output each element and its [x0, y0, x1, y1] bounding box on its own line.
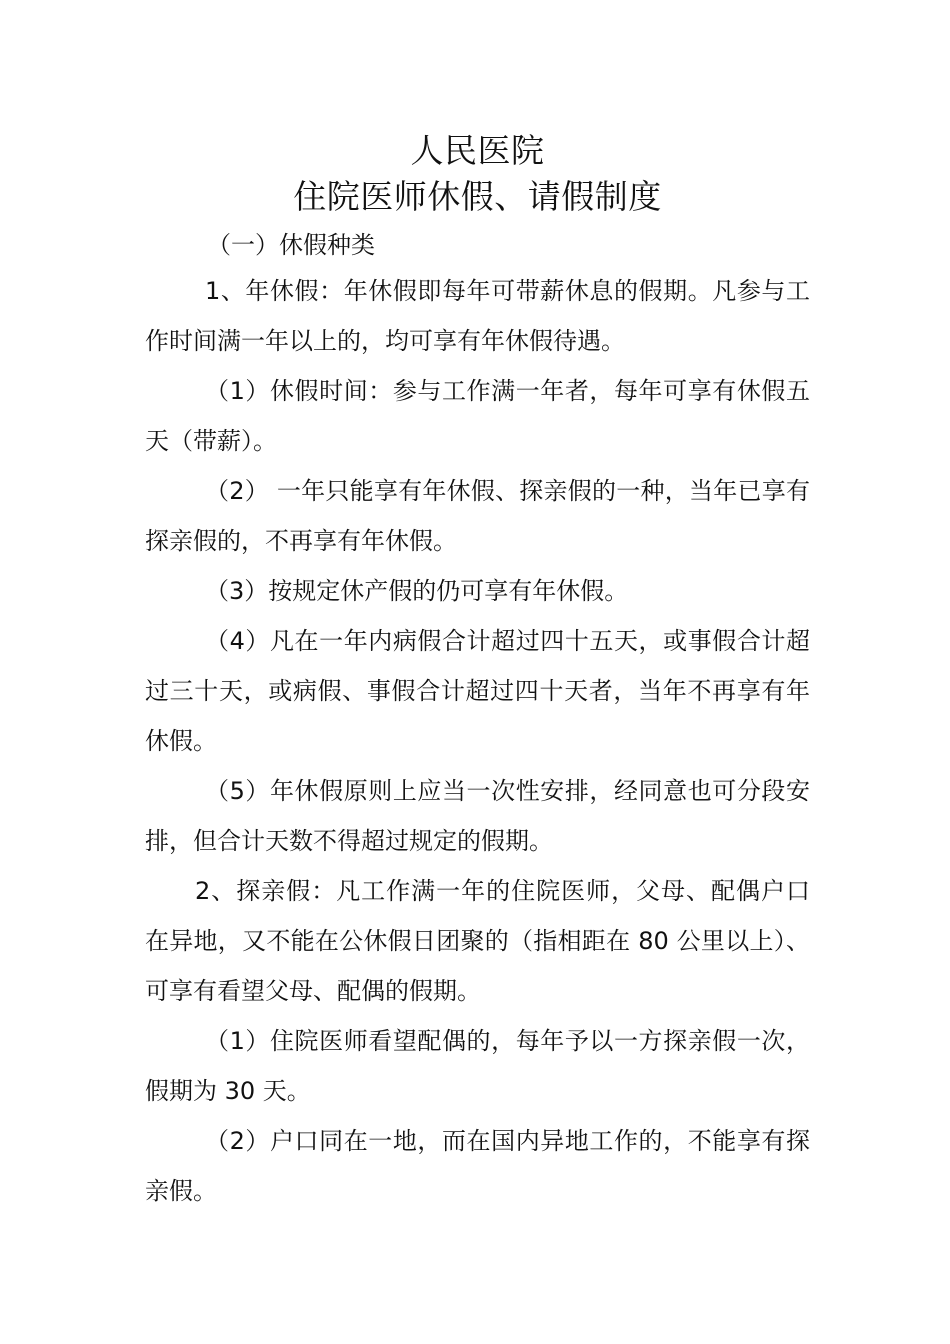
paragraph-maternity-leave: （3）按规定休产假的仍可享有年休假。	[205, 577, 629, 605]
section-heading-leave-types: （一）休假种类	[207, 231, 375, 259]
paragraph-sick-leave-limit: （4）凡在一年内病假合计超过四十五天，或事假合计超过三十天，或病假、事假合计超过四十天者，当年不再享有年休假。	[145, 627, 810, 755]
paragraph-spouse-visit: （1）住院医师看望配偶的，每年予以一方探亲假一次，假期为 30 天。	[145, 1027, 810, 1105]
paragraph-leave-scheduling: （5）年休假原则上应当一次性安排，经同意也可分段安排，但合计天数不得超过规定的假期。	[145, 777, 810, 855]
paragraph-annual-leave-exclusive: （2） 一年只能享有年休假、探亲假的一种，当年已享有探亲假的，不再享有年休假。	[145, 477, 810, 555]
paragraph-family-visit-leave: 2、探亲假：凡工作满一年的住院医师，父母、配偶户口在异地，又不能在公休假日团聚的（指相距在 80 公里以上）、可享有看望父母、配偶的假期。	[145, 877, 810, 1005]
document-body	[145, 224, 810, 1216]
paragraph-annual-leave: 1、年休假：年休假即每年可带薪休息的假期。凡参与工作时间满一年以上的，均可享有年休假待遇。	[145, 277, 810, 355]
document-title-hospital: 人民医院	[410, 131, 545, 170]
paragraph-same-household: （2）户口同在一地，而在国内异地工作的，不能享有探亲假。	[145, 1127, 810, 1205]
paragraph-annual-leave-duration: （1）休假时间：参与工作满一年者，每年可享有休假五天（带薪）。	[145, 377, 810, 455]
document-title-policy: 住院医师休假、请假制度	[293, 177, 662, 216]
